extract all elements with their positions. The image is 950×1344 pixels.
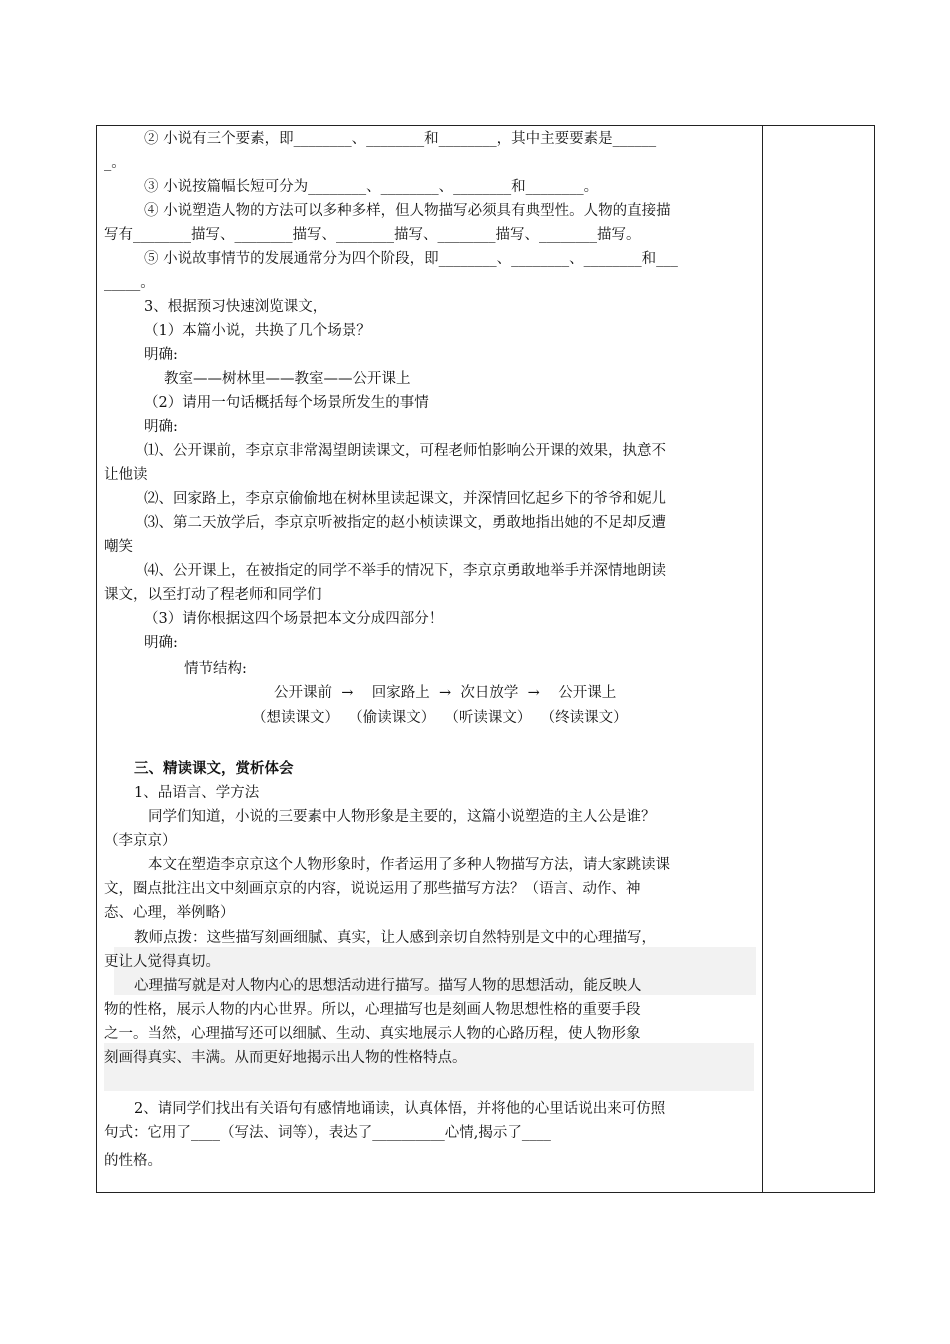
line-text: 教室——树林里——教室——公开课上 [164, 371, 411, 387]
line-text: 明确: [144, 635, 178, 651]
line-text: 的性格。 [104, 1153, 162, 1169]
line-text: ⑴、公开课前，李京京非常渴望朗读课文，可程老师怕影响公开课的效果，执意不 [144, 443, 666, 459]
line-text: 明确: [144, 419, 178, 435]
text-line [148, 854, 670, 876]
line-text: 心理描写就是对人物内心的思想活动进行描写。描写人物的思想活动，能反映人 [134, 978, 642, 994]
line-text: ③ 小说按篇幅长短可分为________、________、________和________。 [144, 179, 599, 195]
text-line [104, 152, 126, 174]
line-text: ⑷、公开课上，在被指定的同学不举手的情况下，李京京勇敢地举手并深情地朗读 [144, 563, 666, 579]
line-text: （1）本篇小说，共换了几个场景？ [144, 323, 371, 339]
line-text: 物的性格，展示人物的内心世界。所以，心理描写也是刻画人物思想性格的重要手段 [104, 1002, 641, 1018]
text-line [144, 248, 678, 270]
line-text: ② 小说有三个要素，即________、________和________，其中主要要素是______ [144, 131, 657, 147]
line-text: 同学们知道，小说的三要素中人物形象是主要的，这篇小说塑造的主人公是谁？ [148, 809, 656, 825]
line-text: _。 [104, 155, 126, 171]
section-heading [134, 758, 294, 780]
line-text: _____。 [104, 275, 155, 291]
line-text: 态、心理，举例略） [104, 905, 235, 921]
text-line [144, 200, 671, 222]
text-line [144, 632, 178, 654]
line-text: 三、精读课文，赏析体会 [134, 760, 294, 777]
line-text: ⑤ 小说故事情节的发展通常分为四个阶段，即________、________、________和___ [144, 251, 678, 267]
text-line [104, 272, 155, 294]
text-line [144, 560, 666, 582]
line-text: 嘲笑 [104, 539, 133, 555]
text-line [104, 224, 641, 246]
text-line [134, 975, 642, 997]
text-line [104, 902, 235, 924]
text-line [104, 1023, 641, 1045]
line-text: ④ 小说塑造人物的方法可以多种多样，但人物描写必须具有典型性。人物的直接描 [144, 203, 671, 219]
text-line [144, 608, 443, 630]
text-line [104, 1150, 162, 1172]
text-line [144, 128, 656, 150]
line-text: 课文，以至打动了程老师和同学们 [104, 587, 322, 603]
text-line [252, 707, 628, 729]
line-text: （3）请你根据这四个场景把本文分成四部分！ [144, 611, 444, 627]
line-text: （2）请用一句话概括每个场景所发生的事情 [144, 395, 429, 411]
text-line [144, 416, 178, 438]
line-text: ⑵、回家路上，李京京偷偷地在树林里读起课文，并深情回忆起乡下的爷爷和妮儿 [144, 491, 666, 507]
text-line [104, 951, 220, 973]
line-text: 3、根据预习快速浏览课文， [144, 299, 328, 315]
text-line [104, 584, 322, 606]
text-line [104, 999, 641, 1021]
text-line [144, 512, 666, 534]
line-text: 明确: [144, 347, 178, 363]
line-text: 教师点拨：这些描写刻画细腻、真实，让人感到亲切自然特别是文中的心理描写， [134, 930, 656, 946]
line-text: 1、品语言、学方法 [134, 785, 260, 801]
text-line [144, 296, 327, 318]
text-line [134, 1098, 665, 1120]
notes-column-cell [763, 126, 874, 1192]
line-text: 写有________描写、________描写、________描写、________描写、________描写。 [104, 227, 641, 243]
text-line [144, 344, 178, 366]
line-text: 本文在塑造李京京这个人物形象时，作者运用了多种人物描写方法，请大家跳读课 [148, 857, 670, 873]
line-text: ⑶、第二天放学后，李京京听被指定的赵小桢读课文，勇敢地指出她的不足却反遭 [144, 515, 666, 531]
line-text: 更让人觉得真切。 [104, 954, 220, 970]
line-text: 文，圈点批注出文中刻画京京的内容，说说运用了那些描写方法？（语言、动作、神 [104, 881, 641, 897]
line-text: 之一。当然，心理描写还可以细腻、生动、真实地展示人物的心路历程，使人物形象 [104, 1026, 641, 1042]
line-text: （想读课文） （偷读课文） （听读课文） （终读课文） [252, 710, 628, 726]
text-line [184, 658, 247, 680]
text-line [104, 464, 148, 486]
line-text: （李京京） [104, 833, 177, 849]
text-line [144, 488, 666, 510]
line-text: 刻画得真实、丰满。从而更好地揭示出人物的性格特点。 [104, 1050, 467, 1066]
text-line [104, 1122, 551, 1144]
text-line [104, 878, 641, 900]
text-line [274, 682, 616, 704]
line-text: 2、请同学们找出有关语句有感情地诵读，认真体悟，并将他的心里话说出来可仿照 [134, 1101, 666, 1117]
line-text: 句式：它用了____（写法、词等），表达了__________心情,揭示了____ [104, 1125, 551, 1141]
text-line [144, 440, 666, 462]
text-line [144, 320, 371, 342]
line-text: 让他读 [104, 467, 148, 483]
text-line [144, 176, 598, 198]
text-line [134, 782, 259, 804]
text-line [148, 806, 656, 828]
text-line [104, 830, 177, 852]
text-line [104, 1047, 467, 1069]
line-text: 情节结构: [184, 661, 247, 677]
text-line [144, 392, 429, 414]
text-line [164, 368, 411, 390]
line-text: 公开课前 → 回家路上 → 次日放学 → 公开课上 [274, 685, 617, 701]
text-line [104, 536, 133, 558]
text-line [134, 927, 656, 949]
